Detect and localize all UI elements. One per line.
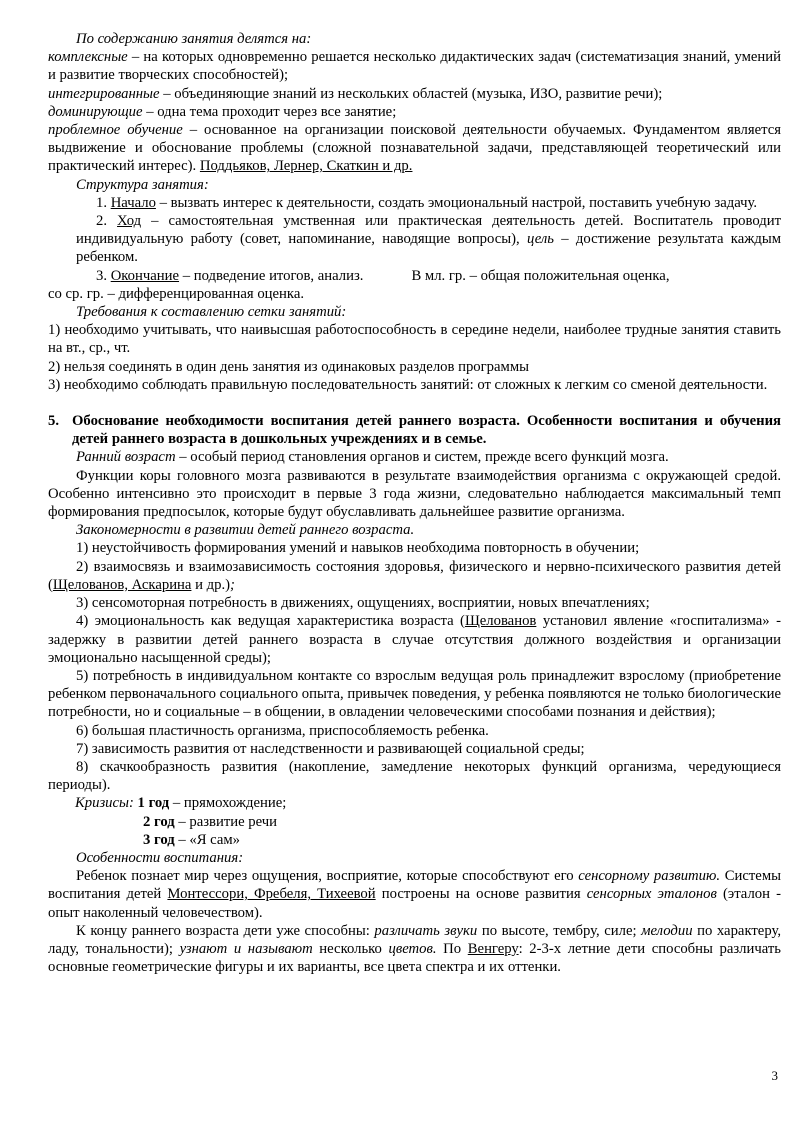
type-dominant: доминирующие – одна тема проходит через все занятие;: [48, 103, 397, 120]
features-heading: Особенности воспитания:: [76, 849, 244, 866]
early-age-definition: Ранний возраст – особый период становления органов и систем, прежде всего функций мозга.: [76, 449, 669, 466]
law-5: 5) потребность в индивидуальном контакте со взрослым ведущая роль принадлежит взрослому (приобретение ребенком первоначального социального опыта, привычек поведения, у ребенка появляются не только биологические потребности, но и социальные – в общении, в овладении человеческими способами познания и действия);: [48, 667, 781, 721]
requirement-3: 3) необходимо соблюдать правильную последовательность занятий: от сложных к легким со сменой деятельности.: [48, 376, 768, 393]
laws-heading: Закономерности в развитии детей раннего возраста.: [76, 522, 415, 539]
crisis-3: 3 год – «Я сам»: [143, 831, 241, 848]
crisis-2: 2 год – развитие речи: [143, 813, 278, 830]
type-integrated: интегрированные – объединяющие знаний из нескольких областей (музыка, ИЗО, развитие речи);: [48, 85, 663, 102]
law-6: 6) большая пластичность организма, приспособляемость ребенка.: [76, 722, 489, 739]
section-5-heading: 5. Обоснование необходимости воспитания детей раннего возраста. Особенности воспитания и обучения детей раннего возраста в дошкольных учреждениях и в семье.: [48, 413, 781, 448]
law-1: 1) неустойчивость формирования умений и навыков необходима повторность в обучении;: [76, 540, 640, 557]
requirements-heading: Требования к составлению сетки занятий:: [76, 304, 347, 321]
requirement-1: 1) необходимо учитывать, что наивысшая работоспособность в середине недели, наиболее трудные занятия ставить на вт., ср., чт.: [48, 322, 781, 357]
law-4: 4) эмоциональность как ведущая характеристика возраста (Щелованов установил явление «госпитализма» - задержку в развитии детей раннего возраста в случае отсутствия должного воздействия и организации эмоционально насыщенной среды);: [48, 613, 781, 666]
structure-item-3: 3. Окончание – подведение итогов, анализ. В мл. гр. – общая положительная оценка,: [96, 267, 670, 284]
features-paragraph-2: К концу раннего возраста дети уже способны: различать звуки по высоте, тембру, силе; мелодии по характеру, ладу, тональности); узнают и называют несколько цветов. По Венгеру: 2-3-х летние дети способны различать основные геометрические фигуры и их варианты, все цвета спектра и их оттенки.: [48, 922, 782, 976]
structure-item-2: 2. Ход – самостоятельная умственная или практическая деятельность детей. Воспитатель проводит индивидуальную работу (совет, напоминание, наводящие вопросы), цель – достижение результата каждым ребенком.: [76, 213, 782, 266]
crisis-1: Кризисы: 1 год – прямохождение;: [75, 795, 287, 812]
law-7: 7) зависимость развития от наследственности и развивающей социальной среды;: [76, 740, 585, 757]
structure-heading: Структура занятия:: [76, 176, 209, 193]
cortex-paragraph: Функции коры головного мозга развиваются в результате взаимодействия организма с окружающей средой. Особенно интенсивно это происходит в первые 3 года жизни, следовательно наблюдается максимальный темп формирования предпосылок, которые будут обуславливать дальнейшее развитие организма.: [48, 467, 781, 521]
document-page: [48, 30, 781, 976]
law-3: 3) сенсомоторная потребность в движениях, ощущениях, восприятии, новых впечатлениях;: [76, 595, 650, 612]
requirement-2: 2) нельзя соединять в один день занятия из одинаковых разделов программы: [48, 358, 529, 375]
features-paragraph-1: Ребенок познает мир через ощущения, восприятие, которые способствуют его сенсорному развитию. Системы воспитания детей Монтессори, Фребеля, Тихеевой построены на основе развития сенсорных эталонов (эталон - опыт наколенный человечеством).: [48, 868, 781, 921]
type-problem: проблемное обучение – основанное на организации поисковой деятельности обучаемых. Фундаментом является выдвижение и обоснование проблемы (сложной познавательной задачи, представляющей теоретический или практический интерес). Поддьяков, Лернер, Скаткин и др.: [48, 122, 782, 175]
law-8: 8) скачкообразность развития (накопление, замедление некоторых функций организма, чередующиеся периоды).: [48, 758, 781, 794]
structure-item-1: 1. Начало – вызвать интерес к деятельности, создать эмоциональный настрой, поставить учебную задачу.: [96, 194, 758, 211]
page-number: 3: [771, 1068, 778, 1083]
type-complex: комплексные – на которых одновременно решается несколько дидактических задач (систематизация знаний, умений и развитие творческих способностей);: [48, 49, 781, 84]
structure-item-3-cont: со ср. гр. – дифференцированная оценка.: [48, 285, 305, 302]
law-2: 2) взаимосвязь и взаимозависимость состояния здоровья, физического и нервно-психического развития детей (Щелованов, Аскарина и др.);: [48, 558, 781, 593]
lesson-types-heading: По содержанию занятия делятся на:: [76, 31, 312, 47]
